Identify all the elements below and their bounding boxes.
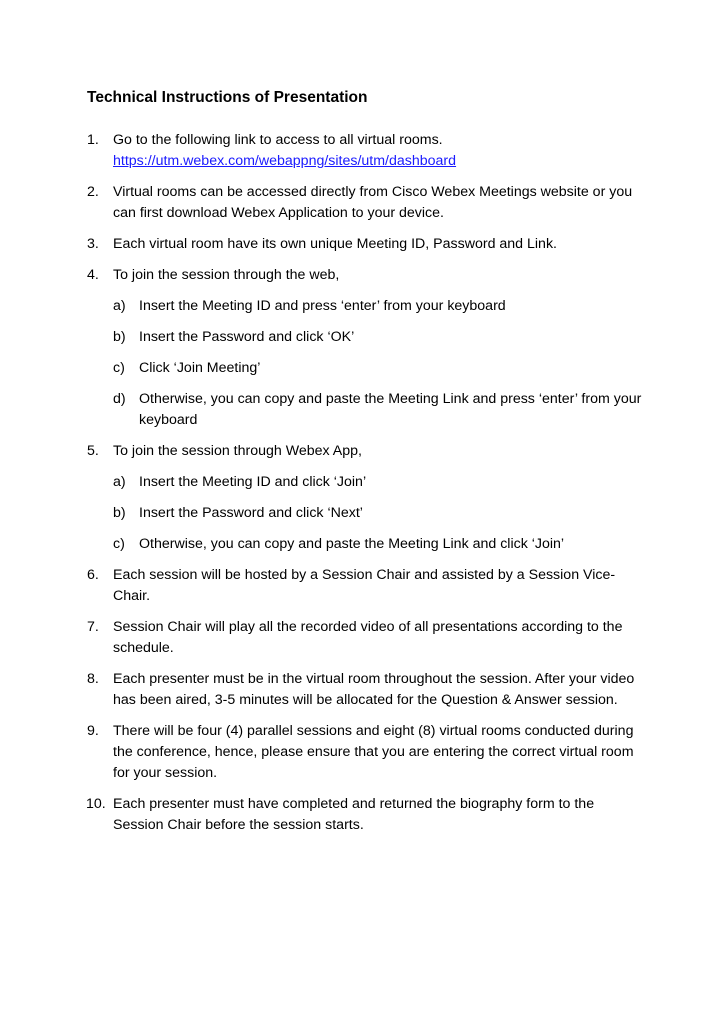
sub-item-label: b) — [113, 329, 126, 345]
sub-item-text: Insert the Meeting ID and press ‘enter’ from your keyboard — [139, 298, 506, 314]
sub-item-text: Insert the Password and click ‘OK’ — [139, 329, 355, 345]
sub-item-text: Insert the Password and click ‘Next’ — [139, 505, 363, 521]
list-item-7 — [87, 617, 647, 659]
sub-item — [113, 534, 647, 555]
sub-item — [113, 358, 647, 379]
sub-item-text: Otherwise, you can copy and paste the Meeting Link and click ‘Join’ — [139, 536, 565, 552]
item-number: 3. — [87, 236, 99, 252]
item-number: 2. — [87, 184, 99, 200]
item-number: 10. — [86, 796, 106, 812]
list-item-2 — [87, 182, 647, 224]
sub-item-text: Otherwise, you can copy and paste the Meeting Link and press ‘enter’ from your keyboard — [139, 391, 642, 428]
item-number: 4. — [87, 267, 99, 283]
list-item-10 — [87, 794, 647, 836]
item-text: Virtual rooms can be accessed directly from Cisco Webex Meetings website or you can first download Webex Application to your device. — [113, 184, 633, 221]
item-text: Session Chair will play all the recorded video of all presentations according to the schedule. — [113, 619, 623, 656]
sub-item — [113, 472, 647, 493]
item-number: 5. — [87, 443, 99, 459]
item-text: Go to the following link to access to all virtual rooms. — [113, 132, 443, 148]
item-number: 9. — [87, 723, 99, 739]
item-text: Each presenter must be in the virtual room throughout the session. After your video has been aired, 3-5 minutes will be allocated for the Question & Answer session. — [113, 671, 635, 708]
document-page — [87, 86, 647, 846]
item-text: There will be four (4) parallel sessions and eight (8) virtual rooms conducted during the conference, hence, please ensure that you are entering the correct virtual room for your session. — [113, 723, 634, 781]
list-item-6 — [87, 565, 647, 607]
instructions-list — [87, 130, 647, 836]
item-text: Each session will be hosted by a Session Chair and assisted by a Session Vice-Chair. — [113, 567, 616, 604]
item-text: Each presenter must have completed and returned the biography form to the Session Chair before the session starts. — [113, 796, 595, 833]
list-item-8 — [87, 669, 647, 711]
sub-item — [113, 389, 647, 431]
document-title: Technical Instructions of Presentation — [87, 89, 368, 106]
item-number: 1. — [87, 132, 99, 148]
sub-item — [113, 503, 647, 524]
list-item-9 — [87, 721, 647, 784]
item-text: To join the session through the web, — [113, 267, 340, 283]
item-number: 7. — [87, 619, 99, 635]
list-item-4 — [87, 265, 647, 431]
item-number: 6. — [87, 567, 99, 583]
app-join-steps — [113, 472, 647, 555]
web-join-steps — [113, 296, 647, 431]
item-text: Each virtual room have its own unique Meeting ID, Password and Link. — [113, 236, 557, 252]
webex-dashboard-link[interactable]: https://utm.webex.com/webappng/sites/utm/dashboard — [113, 153, 457, 169]
sub-item-label: a) — [113, 474, 126, 490]
sub-item-label: b) — [113, 505, 126, 521]
item-text: To join the session through Webex App, — [113, 443, 362, 459]
sub-item-label: c) — [113, 360, 125, 376]
sub-item-text: Insert the Meeting ID and click ‘Join’ — [139, 474, 367, 490]
list-item-3 — [87, 234, 647, 255]
sub-item-label: d) — [113, 391, 126, 407]
sub-item — [113, 296, 647, 317]
sub-item-text: Click ‘Join Meeting’ — [139, 360, 261, 376]
sub-item-label: c) — [113, 536, 125, 552]
list-item-1 — [87, 130, 647, 172]
list-item-5 — [87, 441, 647, 555]
item-number: 8. — [87, 671, 99, 687]
sub-item-label: a) — [113, 298, 126, 314]
sub-item — [113, 327, 647, 348]
